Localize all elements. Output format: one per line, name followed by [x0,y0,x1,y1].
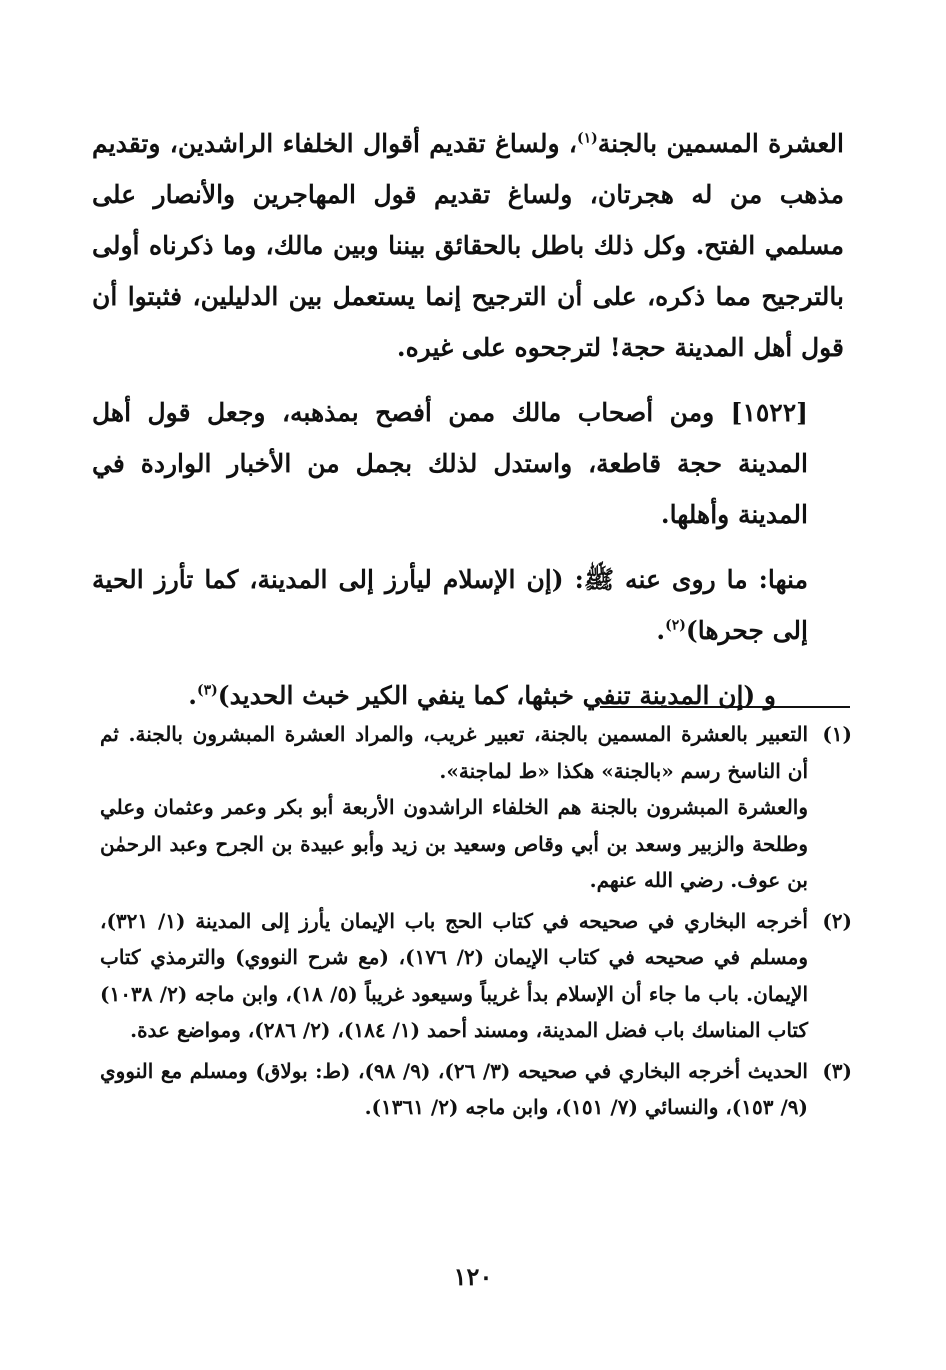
paragraph-1 [92,118,844,373]
footnote-body [100,903,808,1049]
footnote-number: (١) [822,722,852,746]
footnote-line: التعبير بالعشرة المسمين بالجنة، تعبير غريب، والمراد العشرة المبشرون بالجنة. ثم أن الناسخ رسم «بالجنة» هكذا «ط لماجنة». [100,722,808,783]
footnote-2 [100,903,852,1049]
footnote-line: أخرجه البخاري في صحيحه في كتاب الحج باب الإيمان يأرز إلى المدينة (١/ ٣٢١)، ومسلم في صحيحه في كتاب الإيمان (٢/ ١٧٦)، (مع شرح النووي) والترمذي كتاب الإيمان. باب ما جاء أن الإسلام بدأ غريباً وسيعود غريباً (٥/ ١٨)، وابن ماجه (٢/ ١٠٣٨) كتاب المناسك باب فضل المدينة، ومسند أحمد (١/ ١٨٤)، (٢/ ٢٨٦)، ومواضع عدة. [100,908,808,1042]
page-number: ١٢٠ [453,1262,493,1291]
paragraph-3-text-b: . [656,616,666,645]
paragraph-1-text-a: العشرة المسمين بالجنة [597,129,844,158]
paragraph-2: [١٥٢٢] ومن أصحاب مالك ممن أفصح بمذهبه، وجعل قول أهل المدينة حجة قاطعة، واستدل لذلك بجمل من الأخبار الواردة في المدينة وأهلها. [92,398,808,529]
paragraph-4-text-a: و (إن المدينة تنفي خبثها، كما ينفي الكير خبث الحديد) [217,681,776,710]
paragraph-4 [92,670,844,721]
paragraph-3-text-a: منها: ما روى عنه ﷺ: (إن الإسلام ليأرز إلى المدينة، كما تأرز الحية إلى جحرها) [92,565,808,645]
footnote-number: (٣) [822,1058,852,1083]
footnote-line: الحديث أخرجه البخاري في صحيحه (٣/ ٢٦)، (٩/ ٩٨)، (ط: بولاق) ومسلم مع النووي (٩/ ١٥٣)، والنسائي (٧/ ١٥١)، وابن ماجه (٢/ ١٣٦١). [100,1058,808,1119]
footnote-separator [600,706,850,708]
footnote-ref-3: (٣) [196,682,218,699]
footnote-ref-2: (٢) [665,617,686,634]
footnote-ref-1: (١) [577,130,598,147]
paragraph-3 [92,554,844,656]
main-text [92,118,844,721]
footnote-number: (٢) [822,908,852,933]
footnote-line: والعشرة المبشرون بالجنة هم الخلفاء الراشدون الأربعة أبو بكر وعمر وعثمان وعلي وطلحة والزبير وسعد بن أبي وقاص وسعيد بن زيد وأبو عبيدة بن الجرح وعبد الرحمٰن بن عوف. رضي الله عنهم. [100,795,808,892]
footnote-3 [100,1053,852,1126]
paragraph-4-text-b: . [188,681,197,710]
footnote-body [100,1053,808,1126]
footnote-body [100,716,808,899]
footnotes [100,716,852,1130]
footnote-1 [100,716,852,899]
paragraph-1-text-b: ، ولساغ تقديم أقوال الخلفاء الراشدين، وتقديم مذهب من له هجرتان، ولساغ تقديم قول المهاجرين والأنصار على مسلمي الفتح. وكل ذلك باطل بالحقائق بيننا وبين مالك، وما ذكرناه أولى بالترجيح مما ذكره، على أن الترجيح إنما يستعمل بين الدليلين، فثبتوا أن قول أهل المدينة حجة! لترجحوه على غيره. [92,129,845,362]
